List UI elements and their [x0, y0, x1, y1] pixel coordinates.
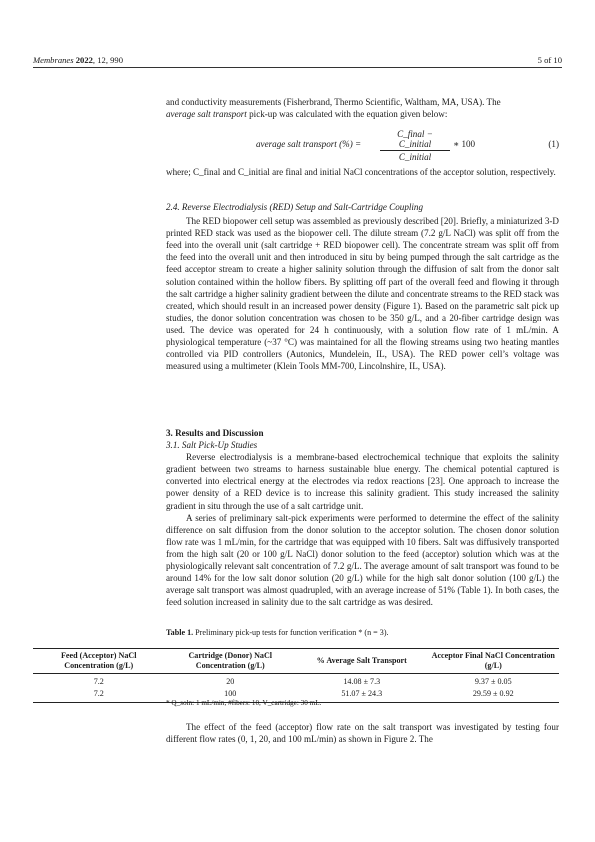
equation-lhs: average salt transport (%) = [256, 139, 362, 149]
table-cell: 7.2 [93, 677, 104, 686]
table-row [33, 674, 559, 689]
table-cell: 29.59 ± 0.92 [428, 688, 560, 703]
table-header-row [33, 649, 559, 674]
equation-1 [166, 129, 559, 161]
table-1-footnote: * Q_soln: 1 mL/min, #fibers: 10, V_cartridge: 30 mL. [166, 699, 322, 707]
section-3 [166, 427, 559, 608]
table-header-cell: % Average Salt Transport [296, 649, 428, 674]
table-1 [33, 648, 559, 703]
table-header-cell: Acceptor Final NaCl Concentration (g/L) [428, 649, 560, 674]
equation-numerator: C_final − C_initial [380, 129, 450, 151]
section-3-para-2: A series of preliminary salt-pick experiments were performed to determine the effect of the salinity difference on salt diffusion from the donor solution to the acceptor solution. The chosen donor solution flow rate was 1 mL/min, for the cartridge that was equipped with 10 fibers. Salt was diffusively transported from the high salt (20 or 100 g/L NaCl) donor solution to the feed (acceptor) solution which was at the physiologically relevant salt concentration of 7.2 g/L. The average amount of salt transport was found to be around 14% for the low salt donor solution (20 g/L) while for the high salt donor solution (100 g/L) the average salt transport was almost quadrupled, with an average increase of 51% (Table 1). In both cases, the feed solution increased in salinity due to the salt cartridge as was desired. [166, 512, 559, 608]
header-rule [33, 67, 562, 68]
section-3-heading: 3. Results and Discussion [166, 428, 264, 438]
section-2-4-heading: 2.4. Reverse Electrodialysis (RED) Setup and Salt-Cartridge Coupling [166, 202, 424, 212]
section-2-4-body: The RED biopower cell setup was assembled as previously described [20]. Briefly, a miniaturized 3-D printed RED stack was used as the biopower cell. The dilute stream (7.2 g/L NaCl) was split off from the feed into the overall unit (salt cartridge + RED biopower cell). The concentrate stream was split off from the feed into the overall unit and then introduced in situ by being pumped through the salt cartridge as the feed acceptor stream to create a higher salinity solution through the diffusion of salt from the donor salt solution contained within the hollow fibers. By splitting off part of the overall feed and flowing it through the salt cartridge a higher salinity gradient between the dilute and concentrate streams to the RED stack was created, which should result in an increased power density (Figure 1). Based on the parametric salt pick up studies, the donor solution concentration was chosen to be 350 g/L, and a 20-fiber cartridge design was used. The device was operated for 24 h continuously, with a solution flow rate of 1 mL/min. A physiological temperature (~37 °C) was maintained for all the flowing streams using two heating mantles controlled via PID controllers (Autonics, Mundelein, IL, USA). The RED power cell’s voltage was measured using a multimeter (Klein Tools MM-700, Lincolnshire, IL, USA). [166, 216, 559, 372]
intro-line-2 [166, 108, 559, 120]
section-3-para-1: Reverse electrodialysis is a membrane-based electrochemical technique that exploits the salinity gradient between two streams to harness sustainable blue energy. The chemical potential captured is converted into electrical energy at the electrodes via redox reactions [23]. One approach to increase the power density of a RED device is to increase this salinity gradient. This study increased the salinity gradient in situ through the use of a salt cartridge unit. [166, 452, 559, 511]
journal-volume-pages: , 12, 990 [92, 55, 123, 65]
equation-number: (1) [548, 139, 559, 149]
intro-text [166, 96, 559, 120]
table-cell: 100 [165, 688, 297, 703]
equation-denominator: C_initial [398, 152, 432, 162]
intro-line-1: and conductivity measurements (Fisherbrand, Thermo Scientific, Waltham, MA, USA). The [166, 97, 501, 107]
table-cell: 7.2 [33, 688, 165, 703]
closing-text [166, 721, 559, 745]
table-header-cell: Feed (Acceptor) NaCl Concentration (g/L) [33, 649, 165, 674]
journal-year: 2022 [75, 55, 93, 65]
where-text: where; C_final and C_initial are final and initial NaCl concentrations of the acceptor solution, respectively. [166, 167, 556, 177]
table-1-caption-text: Preliminary pick-up tests for function verification * (n = 3). [193, 628, 389, 637]
page-number: 5 of 10 [537, 55, 562, 65]
table-cell: 14.08 ± 7.3 [343, 677, 381, 686]
where-clause [166, 166, 559, 178]
table-1-caption [166, 628, 389, 637]
journal-citation [33, 55, 123, 65]
table-cell: 20 [226, 677, 235, 686]
section-3-1-heading: 3.1. Salt Pick-Up Studies [166, 440, 258, 451]
section-2-4 [166, 201, 559, 372]
table-header-cell: Cartridge (Donor) NaCl Concentration (g/L) [165, 649, 297, 674]
table-cell: 51.07 ± 24.3 [296, 688, 428, 703]
closing-paragraph: The effect of the feed (acceptor) flow rate on the salt transport was investigated by testing four different flow rates (0, 1, 20, and 100 mL/min) as shown in Figure 2. The [166, 722, 559, 745]
equation-rhs: ∗ 100 [453, 139, 476, 149]
table-1-label: Table 1. [166, 628, 194, 637]
intro-line-2-rest: pick-up was calculated with the equation given below: [246, 109, 448, 120]
journal-name: Membranes [33, 55, 74, 65]
intro-italic-term: average salt transport [166, 109, 247, 120]
equation-fraction [380, 129, 450, 162]
table-cell: 9.37 ± 0.05 [474, 677, 512, 686]
